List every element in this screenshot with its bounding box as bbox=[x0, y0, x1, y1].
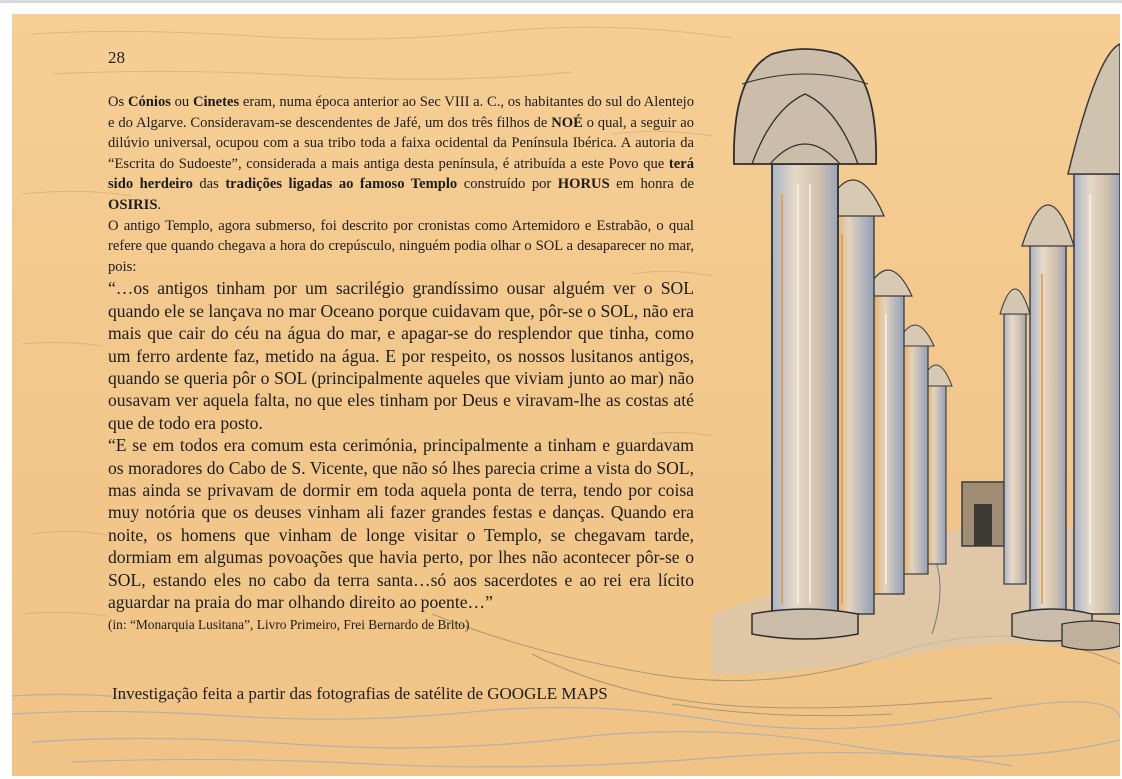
footer-note: Investigação feita a partir das fotografias de satélite de GOOGLE MAPS bbox=[112, 684, 608, 703]
intro-text-4: o qual, a seguir ao dilúvio universal, ocupou com a sua tribo toda a faixa ocidental da Península Ibérica. A autoria da “Escrita do Sudoeste”, considerada a mais antiga desta península, é atribuída a este Povo que bbox=[108, 114, 694, 172]
page-number: 28 bbox=[108, 48, 125, 67]
citation: (in: “Monarquia Lusitana”, Livro Primeiro, Frei Bernardo de Brito) bbox=[108, 617, 470, 633]
intro-bold-horus: HORUS bbox=[557, 176, 610, 193]
intro-text-7: em honra de bbox=[609, 176, 694, 193]
quote-paragraph-1: “…os antigos tinham por um sacrilégio grandíssimo ousar alguém ver o SOL quando ele se lançava no mar Oceano porque cuidavam que, pôr-se o SOL, não era mais que cair do céu na água do mar, e apagar-se do resplendor que tinha, como um ferro ardente faz, metido na água. E por respeito, os nossos lusitanos antigos, quando se queria pôr o SOL (principalmente aqueles que viviam junto ao mar) não ousavam ver aquela falta, no que eles tinham por Deus e viravam-lhe as costas até que de todo era posto. bbox=[108, 278, 694, 433]
scan-top-edge bbox=[0, 0, 1122, 3]
intro-bold-noe: NOÉ bbox=[551, 114, 583, 131]
intro-bold-tradicoes: tradições ligadas ao famoso Templo bbox=[225, 176, 458, 193]
intro-text-3: eram, numa época anterior ao Sec VIII a. C., os habitantes do sul do Alentejo e do Algarve. Consideravam-se descendentes de Jafé, um dos três filhos de bbox=[108, 94, 695, 131]
intro-paragraph bbox=[108, 92, 694, 216]
intro-text-8: . bbox=[157, 196, 162, 213]
intro-bold-conios: Cónios bbox=[127, 94, 171, 110]
temple-columns-illustration bbox=[712, 14, 1120, 776]
intro-text-5: das bbox=[192, 176, 226, 193]
temple-paragraph: O antigo Templo, agora submerso, foi descrito por cronistas como Artemidoro e Estrabão, o qual refere que quando chegava a hora do crepúsculo, ninguém podia olhar o SOL a desaparecer no mar, pois: bbox=[108, 217, 694, 275]
quote-paragraph-2: “E se em todos era comum esta cerimónia, principalmente a tinham e guardavam os moradores do Cabo de S. Vicente, que não só lhes parecia crime a vista do SOL, mas ainda se privavam de dormir em toda aquela ponta de terra, tendo por coisa muy notória que os deuses vinham ali fazer grandes festas e danças. Quando era noite, os homens que vinham de longe visitar o Templo, se chegavam tarde, dormiam em algumas povoações que havia perto, por lhes não acontecer pôr-se o SOL, estando eles no cabo da terra santa…só aos sacerdotes e ao rei era lícito aguardar na praia do mar olhando direito ao poente…” bbox=[108, 435, 694, 613]
intro-bold-osiris: OSIRIS bbox=[108, 196, 158, 213]
intro-text-1: Os bbox=[108, 94, 128, 110]
intro-bold-herdeiro: terá sido herdeiro bbox=[108, 155, 694, 193]
intro-text-2: ou bbox=[170, 94, 193, 110]
intro-text-6: construído por bbox=[457, 176, 558, 193]
main-text bbox=[108, 92, 694, 634]
intro-bold-cinetes: Cinetes bbox=[192, 94, 240, 110]
document-page bbox=[12, 14, 1120, 776]
